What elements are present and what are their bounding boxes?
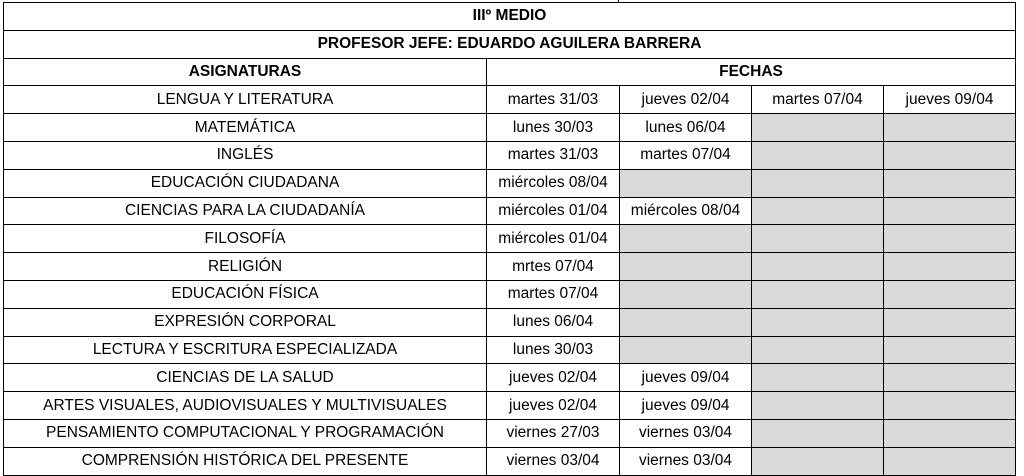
date-cell[interactable]: lunes 06/04 [487,308,620,336]
date-cell[interactable] [884,336,1016,364]
date-cell[interactable]: jueves 02/04 [487,392,620,420]
table-row [4,308,1016,336]
subject-cell[interactable]: EXPRESIÓN CORPORAL [4,308,487,336]
table-row [4,141,1016,169]
subject-cell[interactable]: PENSAMIENTO COMPUTACIONAL Y PROGRAMACIÓN [4,419,487,447]
date-cell[interactable] [884,280,1016,308]
table-row [4,280,1016,308]
date-cell[interactable] [752,253,884,281]
date-cell[interactable] [884,364,1016,392]
date-cell[interactable]: miércoles 01/04 [487,225,620,253]
table-row [4,225,1016,253]
table-row [4,419,1016,447]
date-cell[interactable] [884,225,1016,253]
date-cell[interactable] [752,280,884,308]
date-cell[interactable] [752,169,884,197]
date-cell[interactable] [752,419,884,447]
date-cell[interactable]: miércoles 01/04 [487,197,620,225]
table-row [4,197,1016,225]
table-row [4,114,1016,142]
date-cell[interactable]: lunes 06/04 [620,114,752,142]
date-cell[interactable] [884,169,1016,197]
subject-cell[interactable]: LENGUA Y LITERATURA [4,86,487,114]
date-cell[interactable] [752,225,884,253]
date-cell[interactable] [620,280,752,308]
subject-cell[interactable]: LECTURA Y ESCRITURA ESPECIALIZADA [4,336,487,364]
subject-cell[interactable]: CIENCIAS DE LA SALUD [4,364,487,392]
date-cell[interactable] [884,197,1016,225]
table-row [4,86,1016,114]
date-cell[interactable]: martes 07/04 [752,86,884,114]
date-cell[interactable]: viernes 03/04 [487,447,620,475]
date-cell[interactable] [884,141,1016,169]
dates-header: FECHAS [487,58,1016,86]
table-row [4,392,1016,420]
date-cell[interactable] [752,447,884,475]
date-cell[interactable]: martes 07/04 [620,141,752,169]
date-cell[interactable] [620,336,752,364]
date-cell[interactable] [884,114,1016,142]
date-cell[interactable] [884,419,1016,447]
date-cell[interactable]: mrtes 07/04 [487,253,620,281]
subject-cell[interactable]: FILOSOFÍA [4,225,487,253]
date-cell[interactable] [620,225,752,253]
schedule-table [3,2,1016,476]
date-cell[interactable] [884,308,1016,336]
date-cell[interactable]: miércoles 08/04 [487,169,620,197]
date-cell[interactable]: viernes 03/04 [620,419,752,447]
subject-cell[interactable]: RELIGIÓN [4,253,487,281]
table-row [4,364,1016,392]
subject-cell[interactable]: MATEMÁTICA [4,114,487,142]
date-cell[interactable] [752,364,884,392]
date-cell[interactable] [752,308,884,336]
subject-cell[interactable]: COMPRENSIÓN HISTÓRICA DEL PRESENTE [4,447,487,475]
date-cell[interactable] [884,253,1016,281]
date-cell[interactable]: jueves 09/04 [620,392,752,420]
subject-cell[interactable]: INGLÉS [4,141,487,169]
date-cell[interactable] [884,392,1016,420]
date-cell[interactable] [620,253,752,281]
table-row [4,253,1016,281]
table-row [4,169,1016,197]
date-cell[interactable]: jueves 02/04 [487,364,620,392]
date-cell[interactable]: martes 07/04 [487,280,620,308]
date-cell[interactable]: martes 31/03 [487,141,620,169]
date-cell[interactable]: lunes 30/03 [487,114,620,142]
date-cell[interactable] [752,336,884,364]
date-cell[interactable]: viernes 03/04 [620,447,752,475]
date-cell[interactable]: martes 31/03 [487,86,620,114]
date-cell[interactable] [752,141,884,169]
date-cell[interactable]: miércoles 08/04 [620,197,752,225]
date-cell[interactable] [752,392,884,420]
date-cell[interactable] [752,197,884,225]
table-row [4,336,1016,364]
date-cell[interactable] [884,447,1016,475]
teacher-row [4,30,1016,58]
date-cell[interactable] [752,114,884,142]
subject-cell[interactable]: CIENCIAS PARA LA CIUDADANÍA [4,197,487,225]
date-cell[interactable]: viernes 27/03 [487,419,620,447]
date-cell[interactable] [620,308,752,336]
date-cell[interactable]: jueves 09/04 [620,364,752,392]
subjects-header: ASIGNATURAS [4,58,487,86]
sheet-title: IIIº MEDIO [4,3,1016,31]
table-row [4,447,1016,475]
subject-cell[interactable]: EDUCACIÓN CIUDADANA [4,169,487,197]
title-row [4,3,1016,31]
teacher-heading: PROFESOR JEFE: EDUARDO AGUILERA BARRERA [4,30,1016,58]
date-cell[interactable]: jueves 09/04 [884,86,1016,114]
date-cell[interactable]: jueves 02/04 [620,86,752,114]
subject-cell[interactable]: EDUCACIÓN FÍSICA [4,280,487,308]
column-header-row [4,58,1016,86]
subject-cell[interactable]: ARTES VISUALES, AUDIOVISUALES Y MULTIVISUALES [4,392,487,420]
date-cell[interactable]: lunes 30/03 [487,336,620,364]
date-cell[interactable] [620,169,752,197]
